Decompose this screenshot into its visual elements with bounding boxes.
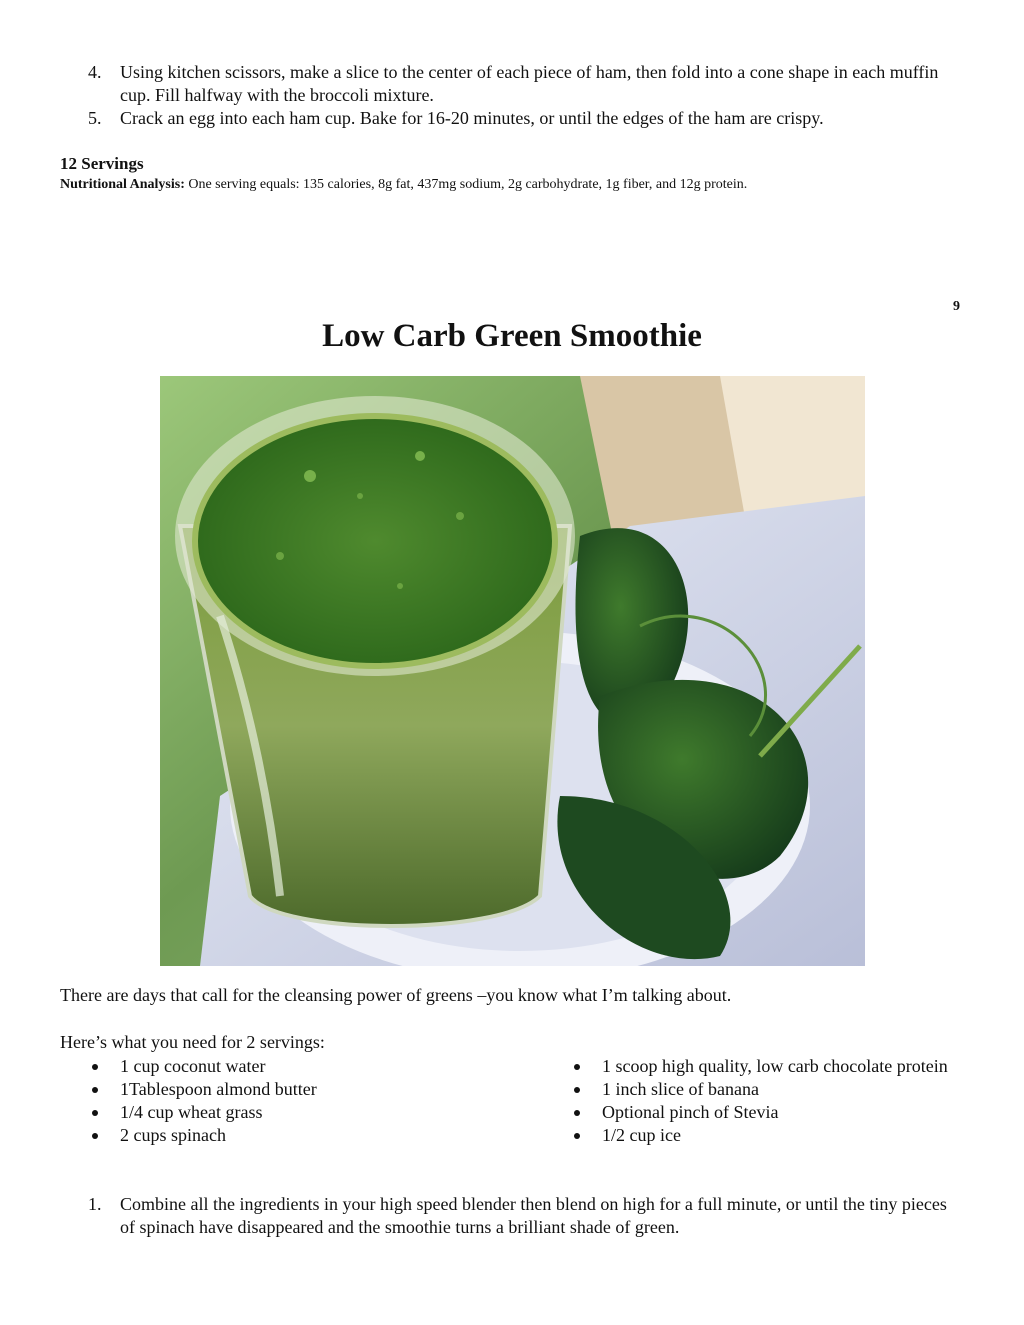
recipe-title: Low Carb Green Smoothie [322, 318, 702, 354]
ingredient-text: Optional pinch of Stevia [602, 1102, 779, 1122]
intro-paragraph: There are days that call for the cleansing power of greens –you know what I’m talking about. [60, 985, 732, 1005]
nutrition-label: Nutritional Analysis: [60, 177, 185, 192]
ingredient-text: 1 inch slice of banana [602, 1079, 759, 1099]
bullet-icon [574, 1087, 580, 1093]
ingredient-item [574, 1078, 954, 1101]
step-item [60, 1193, 960, 1239]
ingredient-item [574, 1055, 954, 1078]
ingredients-heading: Here’s what you need for 2 servings: [60, 1032, 325, 1052]
bullet-icon [92, 1064, 98, 1070]
ingredients-list-right [574, 1055, 954, 1147]
ingredient-item [92, 1055, 512, 1078]
step-number: 5. [88, 108, 102, 128]
step-number: 4. [88, 62, 102, 82]
nutritional-analysis [60, 177, 747, 193]
ingredient-text: 1Tablespoon almond butter [120, 1079, 317, 1099]
ingredient-item [574, 1101, 954, 1124]
bullet-icon [574, 1110, 580, 1116]
ingredient-item [574, 1124, 954, 1147]
ingredient-text: 2 cups spinach [120, 1125, 226, 1145]
bullet-icon [92, 1133, 98, 1139]
bullet-icon [92, 1087, 98, 1093]
step-number: 1. [88, 1194, 102, 1214]
step-item [60, 107, 960, 130]
step-text: Crack an egg into each ham cup. Bake for 16-20 minutes, or until the edges of the ham are crispy. [120, 108, 824, 128]
ingredient-item [92, 1124, 512, 1147]
nutrition-text: One serving equals: 135 calories, 8g fat, 437mg sodium, 2g carbohydrate, 1g fiber, and 12g protein. [184, 177, 748, 192]
ingredient-text: 1 cup coconut water [120, 1056, 266, 1076]
step-text: Combine all the ingredients in your high speed blender then blend on high for a full minute, or until the tiny pieces of spinach have disappeared and the smoothie turns a brilliant shade of green. [120, 1194, 947, 1237]
recipe-steps [60, 1193, 960, 1239]
bullet-icon [574, 1133, 580, 1139]
smoothie-photo [160, 376, 865, 966]
page-number: 9 [953, 299, 960, 314]
ingredient-item [92, 1101, 512, 1124]
servings-heading: 12 Servings [60, 154, 144, 173]
bullet-icon [92, 1110, 98, 1116]
step-item [60, 61, 960, 107]
ingredient-item [92, 1078, 512, 1101]
ingredient-text: 1 scoop high quality, low carb chocolate protein [602, 1056, 948, 1076]
bullet-icon [574, 1064, 580, 1070]
ingredient-text: 1/2 cup ice [602, 1125, 681, 1145]
step-text: Using kitchen scissors, make a slice to the center of each piece of ham, then fold into a cone shape in each muffin cup. Fill halfway with the broccoli mixture. [120, 62, 939, 105]
previous-recipe-steps [60, 61, 960, 130]
ingredient-text: 1/4 cup wheat grass [120, 1102, 263, 1122]
ingredients-list-left [92, 1055, 512, 1147]
